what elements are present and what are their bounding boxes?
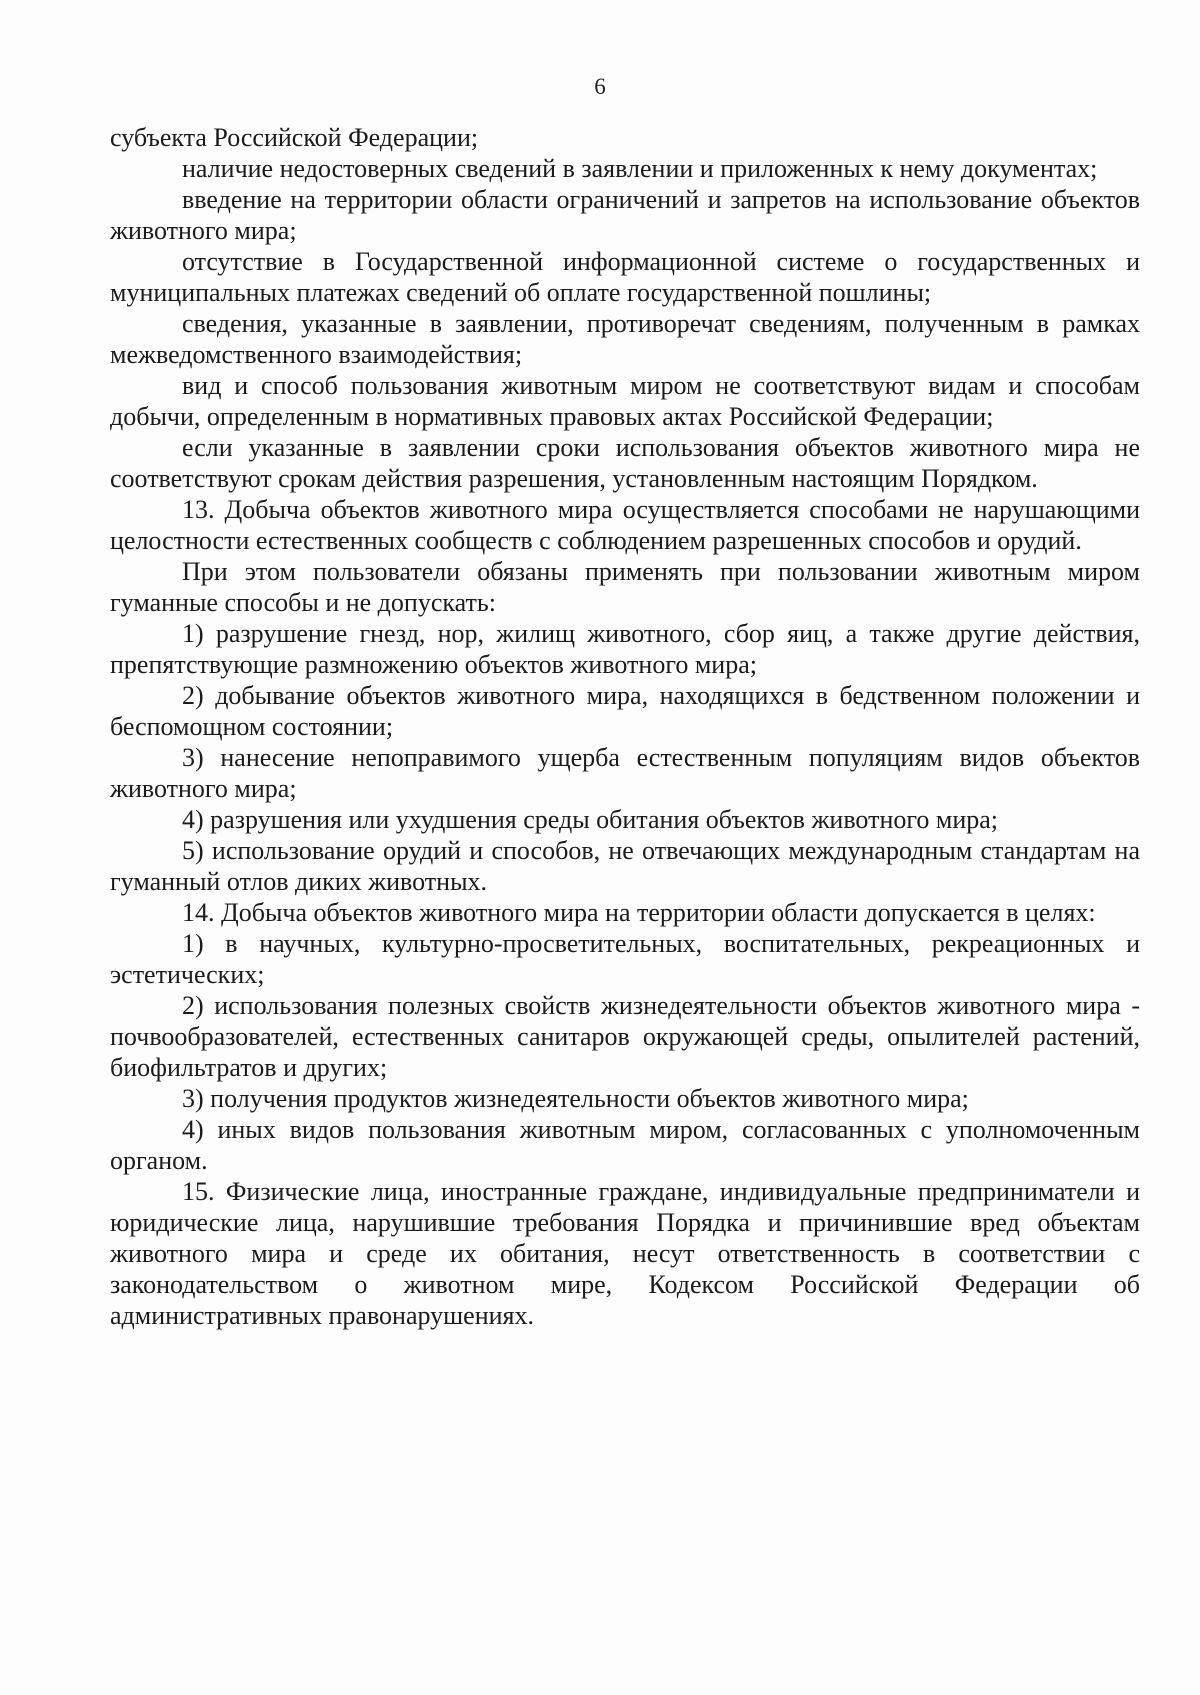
paragraph-18: 4) иных видов пользования животным миром, согласованных с уполномоченным органом. xyxy=(110,1115,1140,1175)
paragraph-17: 3) получения продуктов жизнедеятельности объектов животного мира; xyxy=(182,1084,969,1113)
paragraph-15: 1) в научных, культурно-просветительных, воспитательных, рекреационных и эстетических; xyxy=(110,929,1140,989)
paragraph-19: 15. Физические лица, иностранные граждане, индивидуальные предприниматели и юридические лица, нарушившие требования Порядка и причинившие вред объектам животного мира и среде их обитания, несут ответственность в соответствии с законодательством о животном мире, Кодексом Российской Федерации об административных правонарушениях. xyxy=(110,1177,1140,1330)
paragraph-13: 5) использование орудий и способов, не отвечающих международным стандартам на гуманный отлов диких животных. xyxy=(110,836,1140,896)
paragraph-11: 3) нанесение непоправимого ущерба естественным популяциям видов объектов животного мира; xyxy=(110,743,1140,803)
paragraph-12: 4) разрушения или ухудшения среды обитания объектов животного мира; xyxy=(182,805,999,834)
paragraph-7: 13. Добыча объектов животного мира осуществляется способами не нарушающими целостности естественных сообществ с соблюдением разрешенных способов и орудий. xyxy=(110,495,1140,555)
page-number: 6 xyxy=(594,74,606,99)
paragraph-6: если указанные в заявлении сроки использования объектов животного мира не соответствуют срокам действия разрешения, установленным настоящим Порядком. xyxy=(110,433,1140,493)
paragraph-10: 2) добывание объектов животного мира, находящихся в бедственном положении и беспомощном состоянии; xyxy=(110,681,1140,741)
document-body xyxy=(110,122,1140,1331)
paragraph-4: сведения, указанные в заявлении, противоречат сведениям, полученным в рамках межведомственного взаимодействия; xyxy=(110,309,1140,369)
paragraph-16: 2) использования полезных свойств жизнедеятельности объектов животного мира - почвообразователей, естественных санитаров окружающей среды, опылителей растений, биофильтратов и других; xyxy=(110,991,1140,1082)
paragraph-8: При этом пользователи обязаны применять при пользовании животным миром гуманные способы и не допускать: xyxy=(110,557,1140,617)
paragraph-1: наличие недостоверных сведений в заявлении и приложенных к нему документах; xyxy=(182,154,1098,183)
paragraph-3: отсутствие в Государственной информационной системе о государственных и муниципальных платежах сведений об оплате государственной пошлины; xyxy=(110,247,1140,307)
paragraph-9: 1) разрушение гнезд, нор, жилищ животного, сбор яиц, а также другие действия, препятствующие размножению объектов животного мира; xyxy=(110,619,1140,679)
paragraph-5: вид и способ пользования животным миром не соответствуют видам и способам добычи, определенным в нормативных правовых актах Российской Федерации; xyxy=(110,371,1140,431)
paragraph-2: введение на территории области ограничений и запретов на использование объектов животного мира; xyxy=(110,185,1140,245)
paragraph-14: 14. Добыча объектов животного мира на территории области допускается в целях: xyxy=(182,898,1096,927)
paragraph-0: субъекта Российской Федерации; xyxy=(110,123,479,152)
